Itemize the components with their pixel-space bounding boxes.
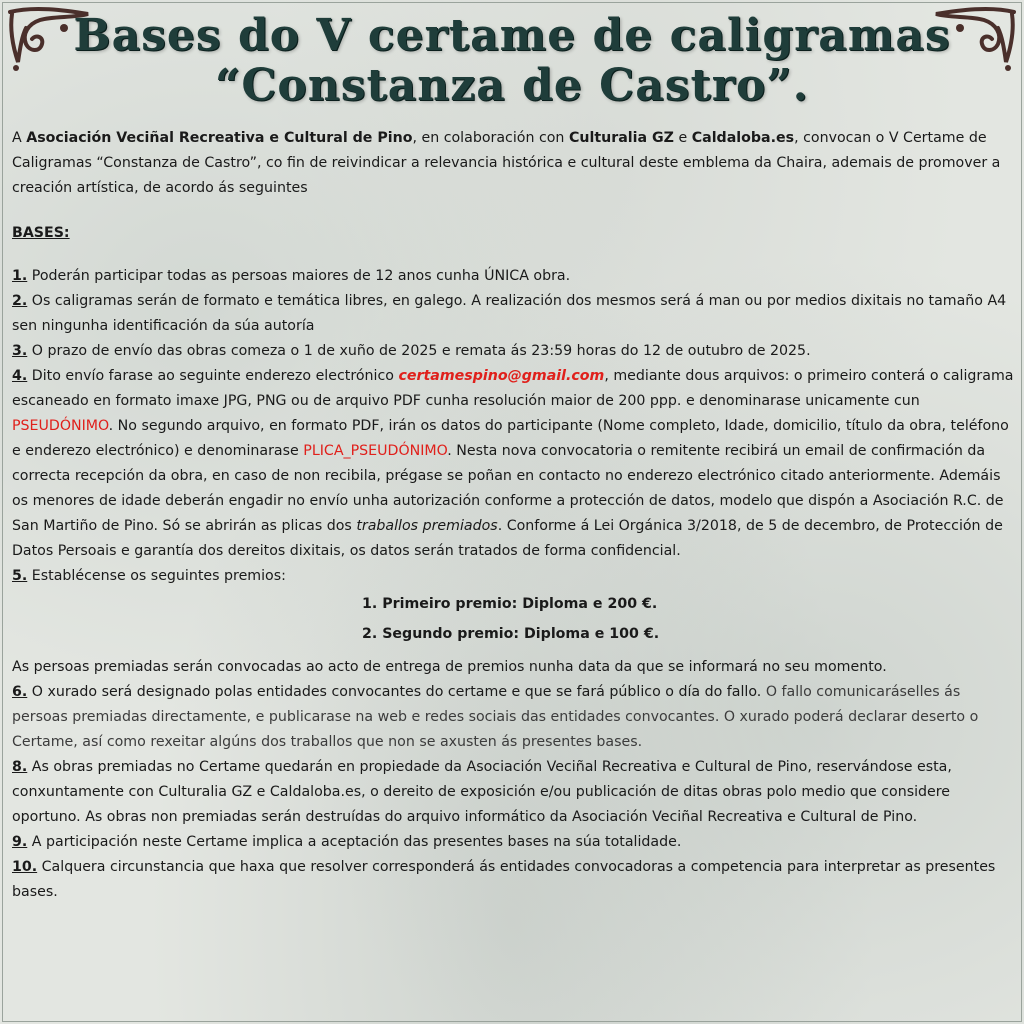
bases-heading: BASES:: [12, 225, 70, 241]
base-number: 9.: [12, 834, 28, 850]
base-number: 2.: [12, 293, 28, 309]
base-item-3: [12, 339, 1016, 364]
base-text: . Conforme á Lei Orgánica 3/2018, de 5 de decembro, de Protección de Datos Persoais e garantía dos dereitos dixitais, os datos serán tratados de forma confidencial.: [12, 518, 1003, 559]
intro-text: e: [673, 130, 692, 146]
base-text: A participación neste Certame implica a aceptación das presentes bases na súa totalidade.: [27, 834, 682, 850]
base-item-9: [12, 830, 1016, 855]
document-body: [12, 126, 1016, 905]
base-number: 5.: [12, 568, 28, 584]
base-number: 8.: [12, 759, 28, 775]
base-text: Os caligramas serán de formato e temática libres, en galego. A realización dos mesmos será á man ou por medios dixitais no tamaño A4 sen ningunha identificación da súa autoría: [12, 293, 1007, 334]
base-number: 1.: [12, 268, 28, 284]
intro-text: A: [12, 130, 27, 146]
base-number: 10.: [12, 859, 38, 875]
base-number: 6.: [12, 684, 28, 700]
base-text: Establécense os seguintes premios:: [27, 568, 286, 584]
base-item-1: [12, 264, 1016, 289]
page-subtitle: “Constanza de Castro”.: [215, 60, 809, 111]
base-text: , mediante dous arquivos: o primeiro conterá o caligrama escaneado en formato imaxe JPG, PNG ou de arquivo PDF cunha resolución maior de 200 ppp. e denominarase unicamente cun: [12, 368, 1014, 409]
base-item-8: [12, 755, 1016, 830]
partner-name: Caldaloba.es: [691, 130, 795, 146]
plica-label: PLICA_PSEUDÓNIMO: [303, 443, 448, 459]
intro-paragraph: [12, 126, 1016, 201]
base-item-6: [12, 680, 1016, 755]
award-ceremony-note: As persoas premiadas serán convocadas ao acto de entrega de premios nunha data da que se informará no seu momento.: [12, 659, 887, 675]
prize-item: 1. Primeiro premio: Diploma e 200 €.: [362, 596, 658, 612]
pseudonym-label: PSEUDÓNIMO: [12, 418, 109, 434]
partner-name: Culturalia GZ: [568, 130, 674, 146]
base-text: O xurado será designado polas entidades convocantes do certame e que se fará público o día do fallo.: [27, 684, 762, 700]
intro-text: , en colaboración con: [412, 130, 569, 146]
base-text: . No segundo arquivo, en formato PDF, irán os datos do participante (Nome completo, Idade, domicilio, título da obra, teléfono e enderezo electrónico) e denominarase: [12, 418, 1009, 459]
organizer-name: Asociación Veciñal Recreativa e Cultural de Pino: [26, 130, 413, 146]
base-text: Dito envío farase ao seguinte enderezo electrónico: [27, 368, 399, 384]
base-number: 3.: [12, 343, 28, 359]
base-text: O fallo comunicaráselles ás persoas premiadas directamente, e publicarase na web e redes sociais das entidades convocantes. O xurado poderá declarar deserto o Certame, así como rexeitar algúns dos traballos que non se axusten ás presentes bases.: [12, 684, 979, 750]
base-item-4: [12, 364, 1016, 564]
contact-email-link[interactable]: certamespino@gmail.com: [398, 368, 605, 384]
base-text: As obras premiadas no Certame quedarán en propiedade da Asociación Veciñal Recreativa e Cultural de Pino, reservándose esta, conxuntamente con Culturalia GZ e Caldaloba.es, o dereito de exposición e/ou publicación de ditas obras polo medio que considere oportuno. As obras non premiadas serán destruídas do arquivo informático da Asociación Veciñal Recreativa e Cultural de Pino.: [12, 759, 952, 825]
base-item-2: [12, 289, 1016, 339]
base-text: O prazo de envío das obras comeza o 1 de xuño de 2025 e remata ás 23:59 horas do 12 de outubro de 2025.: [27, 343, 811, 359]
base-item-5: [12, 564, 1016, 589]
page-title: Bases do V certame de caligramas: [73, 10, 951, 61]
base-text: . Nesta nova convocatoria o remitente recibirá un email de confirmación da correcta recepción da obra, en caso de non recibila, prégase se poñan en contacto no enderezo electrónico citado anteriormente. Ademáis os menores de idade deberán engadir no envío unha autorización conforme a protección de datos, modelo que dispón a Asociación R.C. de San Martiño de Pino. Só se abrirán as plicas dos: [12, 443, 1004, 534]
base-text: Calquera circunstancia que haxa que resolver corresponderá ás entidades convocadoras a competencia para interpretar as presentes bases.: [12, 859, 996, 900]
base-text-italic: traballos premiados: [356, 518, 498, 534]
base-item-10: [12, 855, 1016, 905]
base-text: Poderán participar todas as persoas maiores de 12 anos cunha ÚNICA obra.: [27, 268, 571, 284]
base-number: 4.: [12, 368, 28, 384]
prize-list: [12, 589, 1016, 649]
intro-text: , convocan o V Certame de Caligramas “Constanza de Castro”, co fin de reivindicar a relevancia histórica e cultural deste emblema da Chaira, ademais de promover a creación artística, de acordo ás seguintes: [12, 130, 1001, 196]
prize-item: 2. Segundo premio: Diploma e 100 €.: [362, 626, 660, 642]
